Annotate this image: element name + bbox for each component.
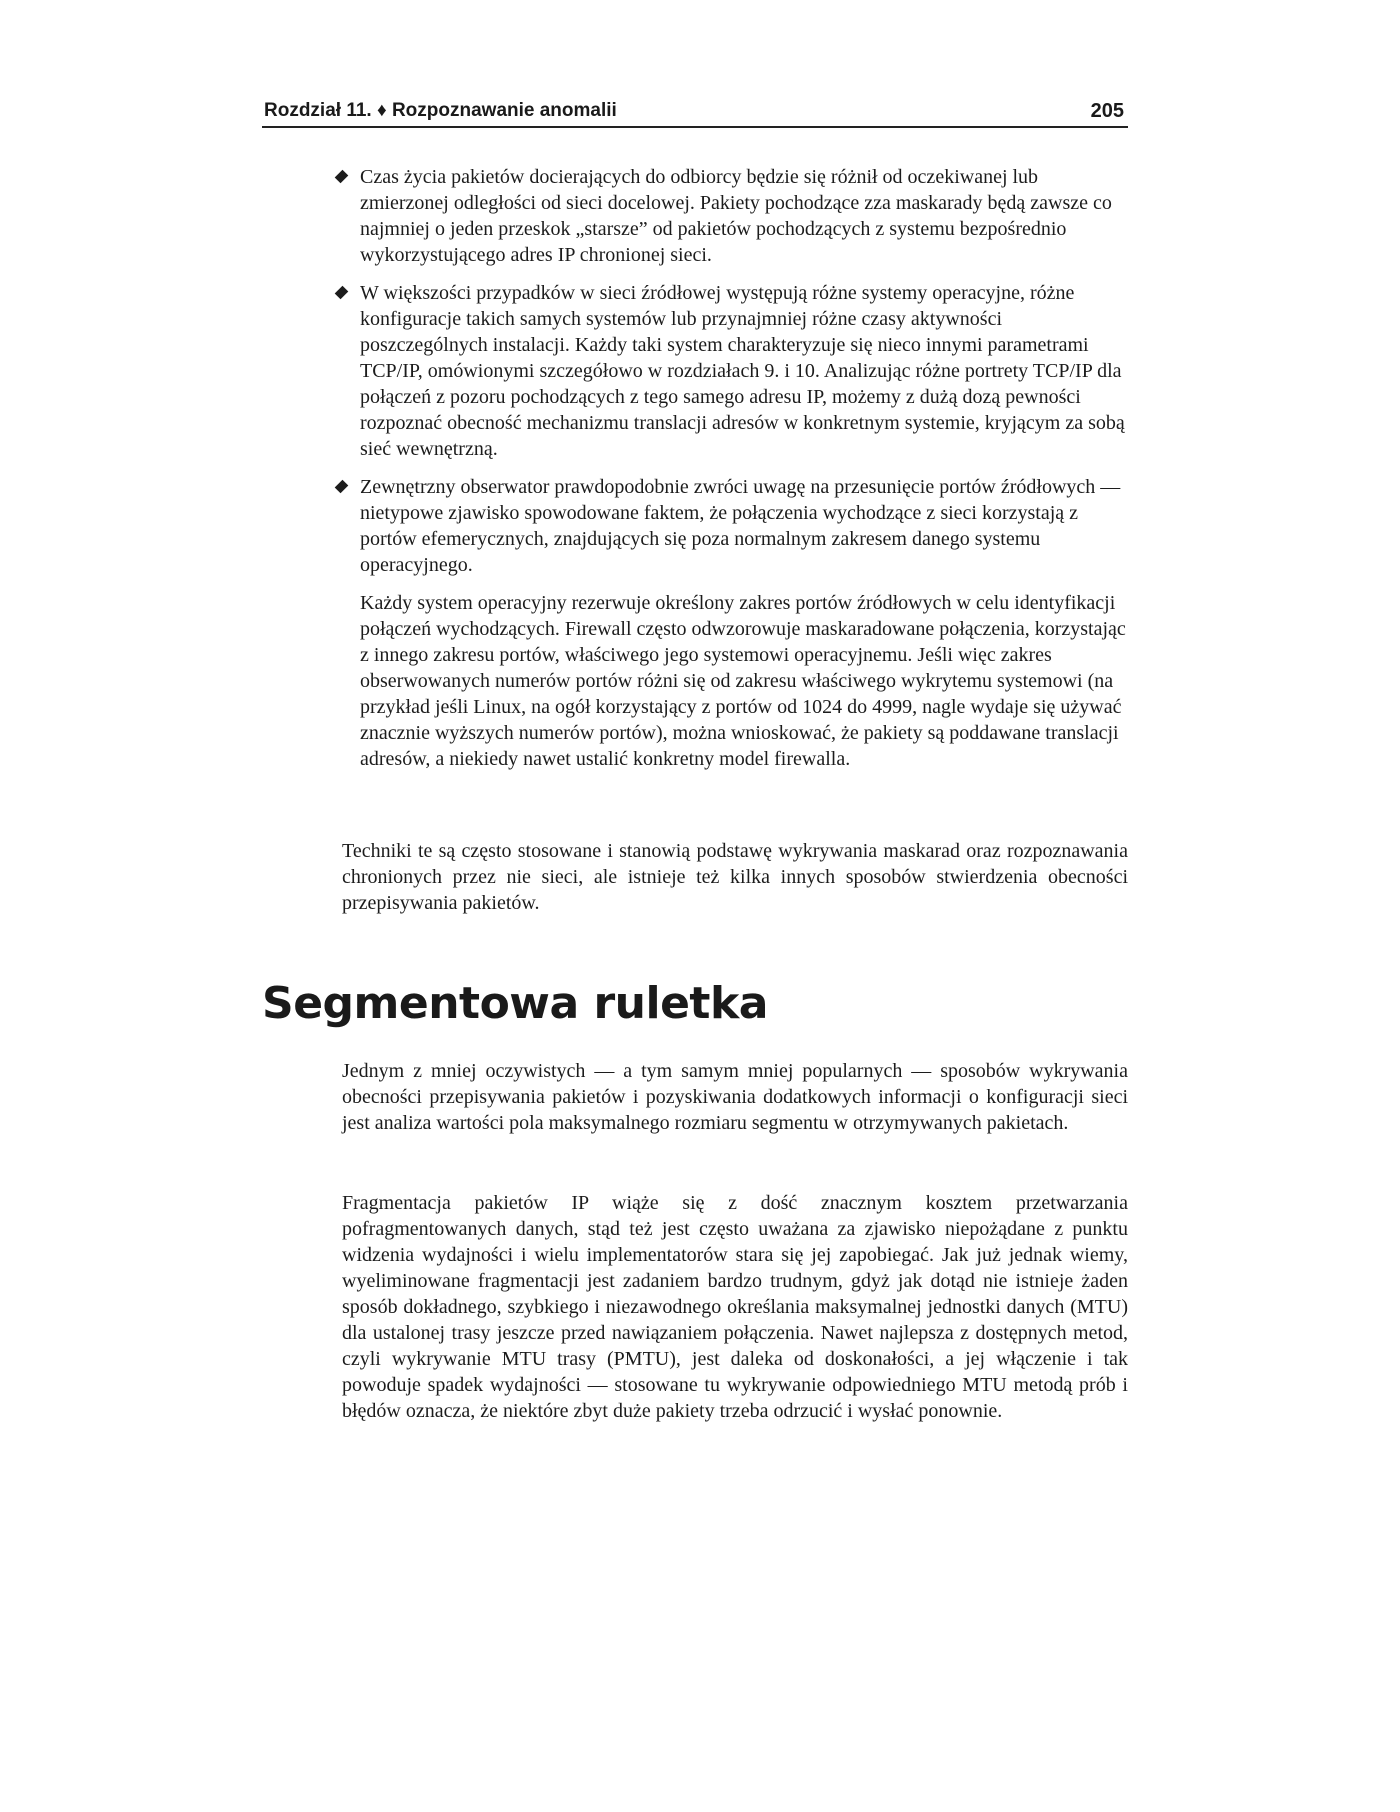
chapter-title: Rozdział 11. ♦ Rozpoznawanie anomalii <box>264 100 617 121</box>
bullet-text: W większości przypadków w sieci źródłowej występują różne systemy operacyjne, różne konfiguracje takich samych systemów lub przynajmniej różne czasy aktywności poszczególnych instalacji. Każdy taki system charakteryzuje się nieco innymi parametrami TCP/IP, omówionymi szczegółowo w rozdziałach 9. i 10. Analizując różne portrety TCP/IP dla połączeń z pozoru pochodzących z tego samego adresu IP, możemy z dużą dozą pewności rozpoznać obecność mechanizmu translacji adresów w konkretnym systemie, kryjącym za sobą sieć wewnętrzną. <box>360 282 1125 460</box>
bullet-item-ttl <box>360 164 1130 268</box>
bullet-text: Zewnętrzny obserwator prawdopodobnie zwróci uwagę na przesunięcie portów źródłowych — nietypowe zjawisko spowodowane faktem, że połączenia wychodzące z sieci korzystają z portów efemerycznych, znajdujących się poza normalnym zakresem danego systemu operacyjnego. <box>360 476 1121 576</box>
diamond-bullet-icon <box>335 170 349 184</box>
summary-paragraph: Techniki te są często stosowane i stanowią podstawę wykrywania maskarad oraz rozpoznawania chronionych przez nie sieci, ale istnieje też kilka innych sposobów stwierdzenia obecności przepisywania pakietów. <box>342 840 1128 914</box>
diamond-bullet-icon <box>335 480 349 494</box>
bullet-text: Czas życia pakietów docierających do odbiorcy będzie się różnił od oczekiwanej lub zmierzonej odległości od sieci docelowej. Pakiety pochodzące zza maskarady będą zawsze co najmniej o jeden przeskok „starsze” od pakietów pochodzących z systemu bezpośrednio wykorzystującego adres IP chronionej sieci. <box>360 166 1112 266</box>
page-number: 205 <box>1090 100 1124 122</box>
bullet-continuation-text: Każdy system operacyjny rezerwuje określony zakres portów źródłowych w celu identyfikacji połączeń wychodzących. Firewall często odwzorowuje maskaradowane połączenia, korzystając z innego zakresu portów, właściwego jego systemowi operacyjnemu. Jeśli więc zakres obserwowanych numerów portów różni się od zakresu właściwego wykrytemu systemowi (na przykład jeśli Linux, na ogół korzystający z portów od 1024 do 4999, nagle wydaje się używać znacznie wyższych numerów portów), można wnioskować, że pakiety są poddawane translacji adresów, a niekiedy nawet ustalić konkretny model firewalla. <box>360 592 1126 770</box>
bullet-item-os-fingerprints <box>360 280 1130 462</box>
section-paragraph-1: Jednym z mniej oczywistych — a tym samym mniej popularnych — sposobów wykrywania obecności przepisywania pakietów i pozyskiwania dodatkowych informacji o konfiguracji sieci jest analiza wartości pola maksymalnego rozmiaru segmentu w otrzymywanych pakietach. <box>342 1060 1128 1134</box>
bullet-item-source-ports <box>360 474 1130 772</box>
section-paragraph-2: Fragmentacja pakietów IP wiąże się z dość znacznym kosztem przetwarzania pofragmentowanych danych, stąd też jest często uważana za zjawisko niepożądane z punktu widzenia wydajności i wielu implementatorów stara się jej zapobiegać. Jak już jednak wiemy, wyeliminowane fragmentacji jest zadaniem bardzo trudnym, gdyż jak dotąd nie istnieje żaden sposób dokładnego, szybkiego i niezawodnego określania maksymalnej jednostki danych (MTU) dla ustalonej trasy jeszcze przed nawiązaniem połączenia. Nawet najlepsza z dostępnych metod, czyli wykrywanie MTU trasy (PMTU), jest daleka od doskonałości, a jej włączenie i tak powoduje spadek wydajności — stosowane tu wykrywanie odpowiedniego MTU metodą prób i błędów oznacza, że niektóre zbyt duże pakiety trzeba odrzucić i wysłać ponownie. <box>342 1192 1128 1422</box>
bullet-list <box>360 164 1130 784</box>
section-heading: Segmentowa ruletka <box>262 978 768 1029</box>
diamond-bullet-icon <box>335 286 349 300</box>
running-head <box>262 98 1128 128</box>
